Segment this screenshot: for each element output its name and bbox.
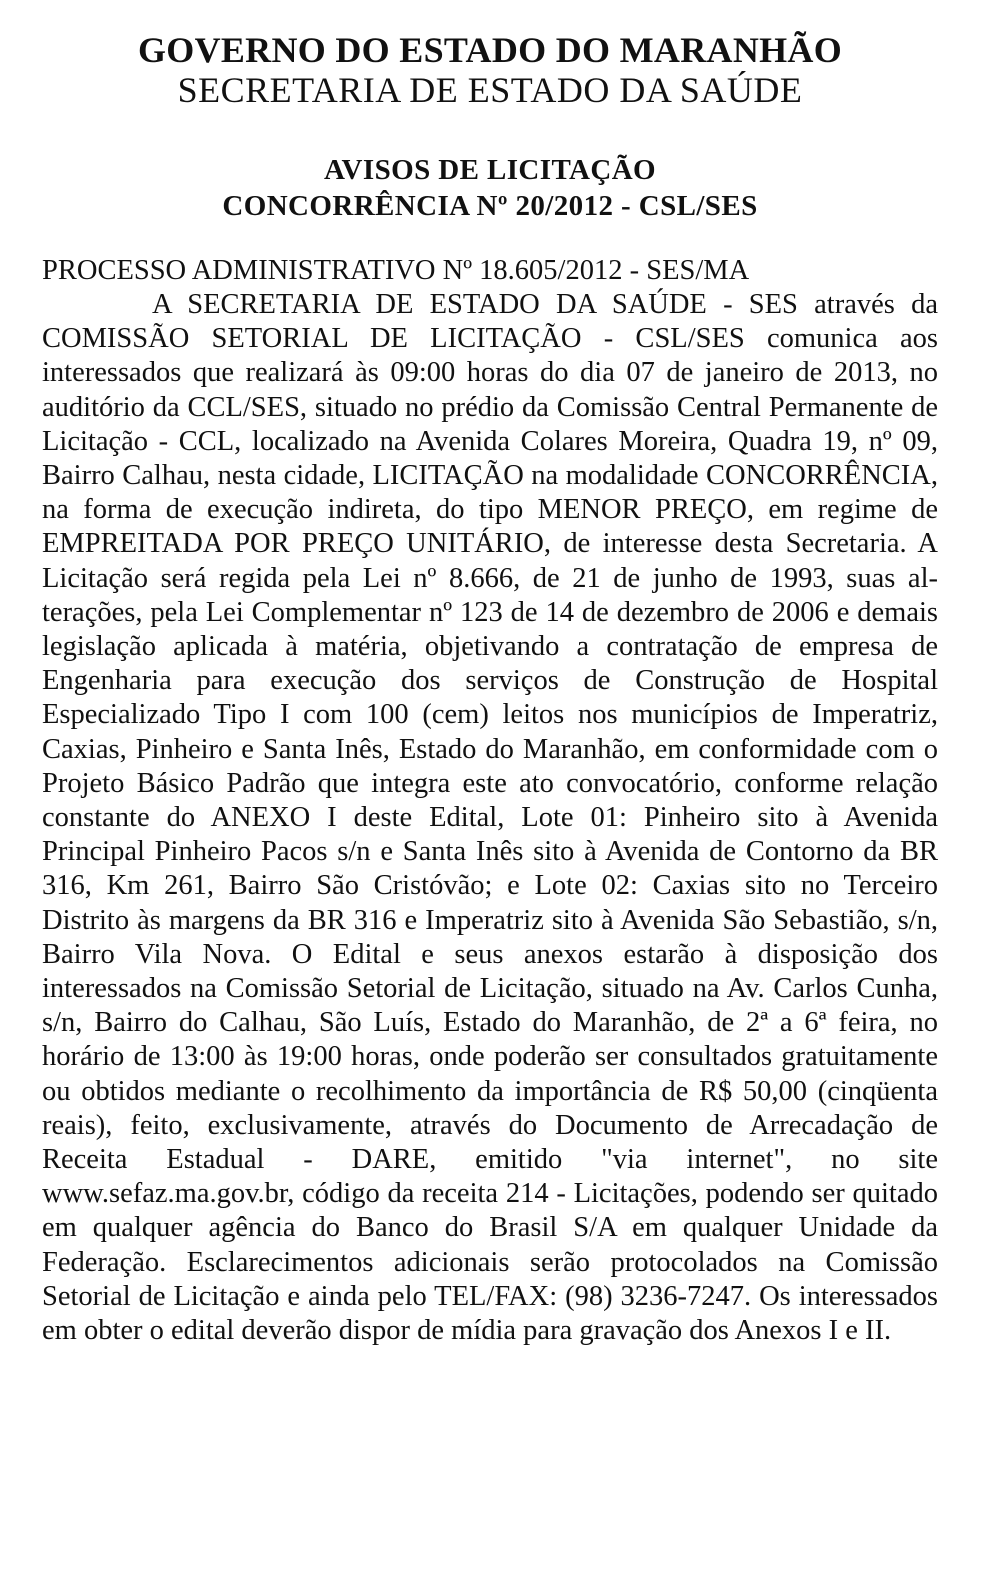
notice-heading: AVISOS DE LICITAÇÃO xyxy=(323,154,657,186)
notice-body-paragraph: A SECRETARIA DE ESTADO DA SAÚDE - SES através da COMISSÃO SETORIAL DE LICITAÇÃO - CSL/SES comunica aos interessados que realizará às 09:00 horas do dia 07 de janeiro de 2013, no auditório da CCL/SES, situado no prédio da Comissão Central Permanente de Licitação - CCL, localizado na Avenida Colares Moreira, Quadra 19, nº 09, Bairro Calhau, nesta cidade, LICITAÇÃO na modalidade CONCORRÊNCIA, na forma de execução indireta, do tipo MENOR PREÇO, em regime de EMPREITADA POR PREÇO UNITÁRIO, de interesse desta Secretaria. A Licitação será regida pela Lei nº 8.666, de 21 de junho de 1993, suas alterações, pela Lei Complementar nº 123 de 14 de dezembro de 2006 e demais legislação aplicada à matéria, objetivando a contratação de empresa de Engenharia para execução dos serviços de Construção de Hospital Especializado Tipo I com 100 (cem) leitos nos municípios de Imperatriz, Caxias, Pinheiro e Santa Inês, Estado do Maranhão, em conformidade com o Projeto Básico Padrão que integra este ato convocatório, conforme relação constante do ANEXO I deste Edital, Lote 01: Pinheiro sito à Avenida Principal Pinheiro Pacos s/n e Santa Inês sito à Avenida de Contorno da BR 316, Km 261, Bairro São Cristóvão; e Lote 02: Caxias sito no Terceiro Distrito às margens da BR 316 e Imperatriz sito à Avenida São Sebastião, s/n, Bairro Vila Nova. O Edital e seus anexos estarão à disposição dos interessados na Comissão Setorial de Licitação, situado na Av. Carlos Cunha, s/n, Bairro do Calhau, São Luís, Estado do Maranhão, de 2ª a 6ª feira, no horário de 13:00 às 19:00 horas, onde poderão ser consultados gratuitamente ou obtidos mediante o recolhimento da importância de R$ 50,00 (cinqüenta reais), feito, exclusivamente, através do Documento de Arrecadação de Receita Estadual - DARE, emitido "via internet", no site www.sefaz.ma.gov.br, código da receita 214 - Licitações, podendo ser quitado em qualquer agência do Banco do Brasil S/A em qualquer Unidade da Federação. Esclarecimentos adicionais serão protocolados na Comissão Setorial de Licitação e ainda pelo TEL/FAX: (98) 3236-7247. Os interessados em obter o edital deverão dispor de mídia para gravação dos Anexos I e II. xyxy=(42,289,938,1347)
notice-heading-block xyxy=(42,152,938,224)
process-number: PROCESSO ADMINISTRATIVO Nº 18.605/2012 - SES/MA xyxy=(42,255,750,286)
government-title: GOVERNO DO ESTADO DO MARANHÃO xyxy=(137,30,843,70)
secretariat-title: SECRETARIA DE ESTADO DA SAÚDE xyxy=(177,70,803,110)
document-header xyxy=(42,30,938,110)
document-page xyxy=(42,30,938,1348)
notice-subheading: CONCORRÊNCIA Nº 20/2012 - CSL/SES xyxy=(222,190,758,222)
